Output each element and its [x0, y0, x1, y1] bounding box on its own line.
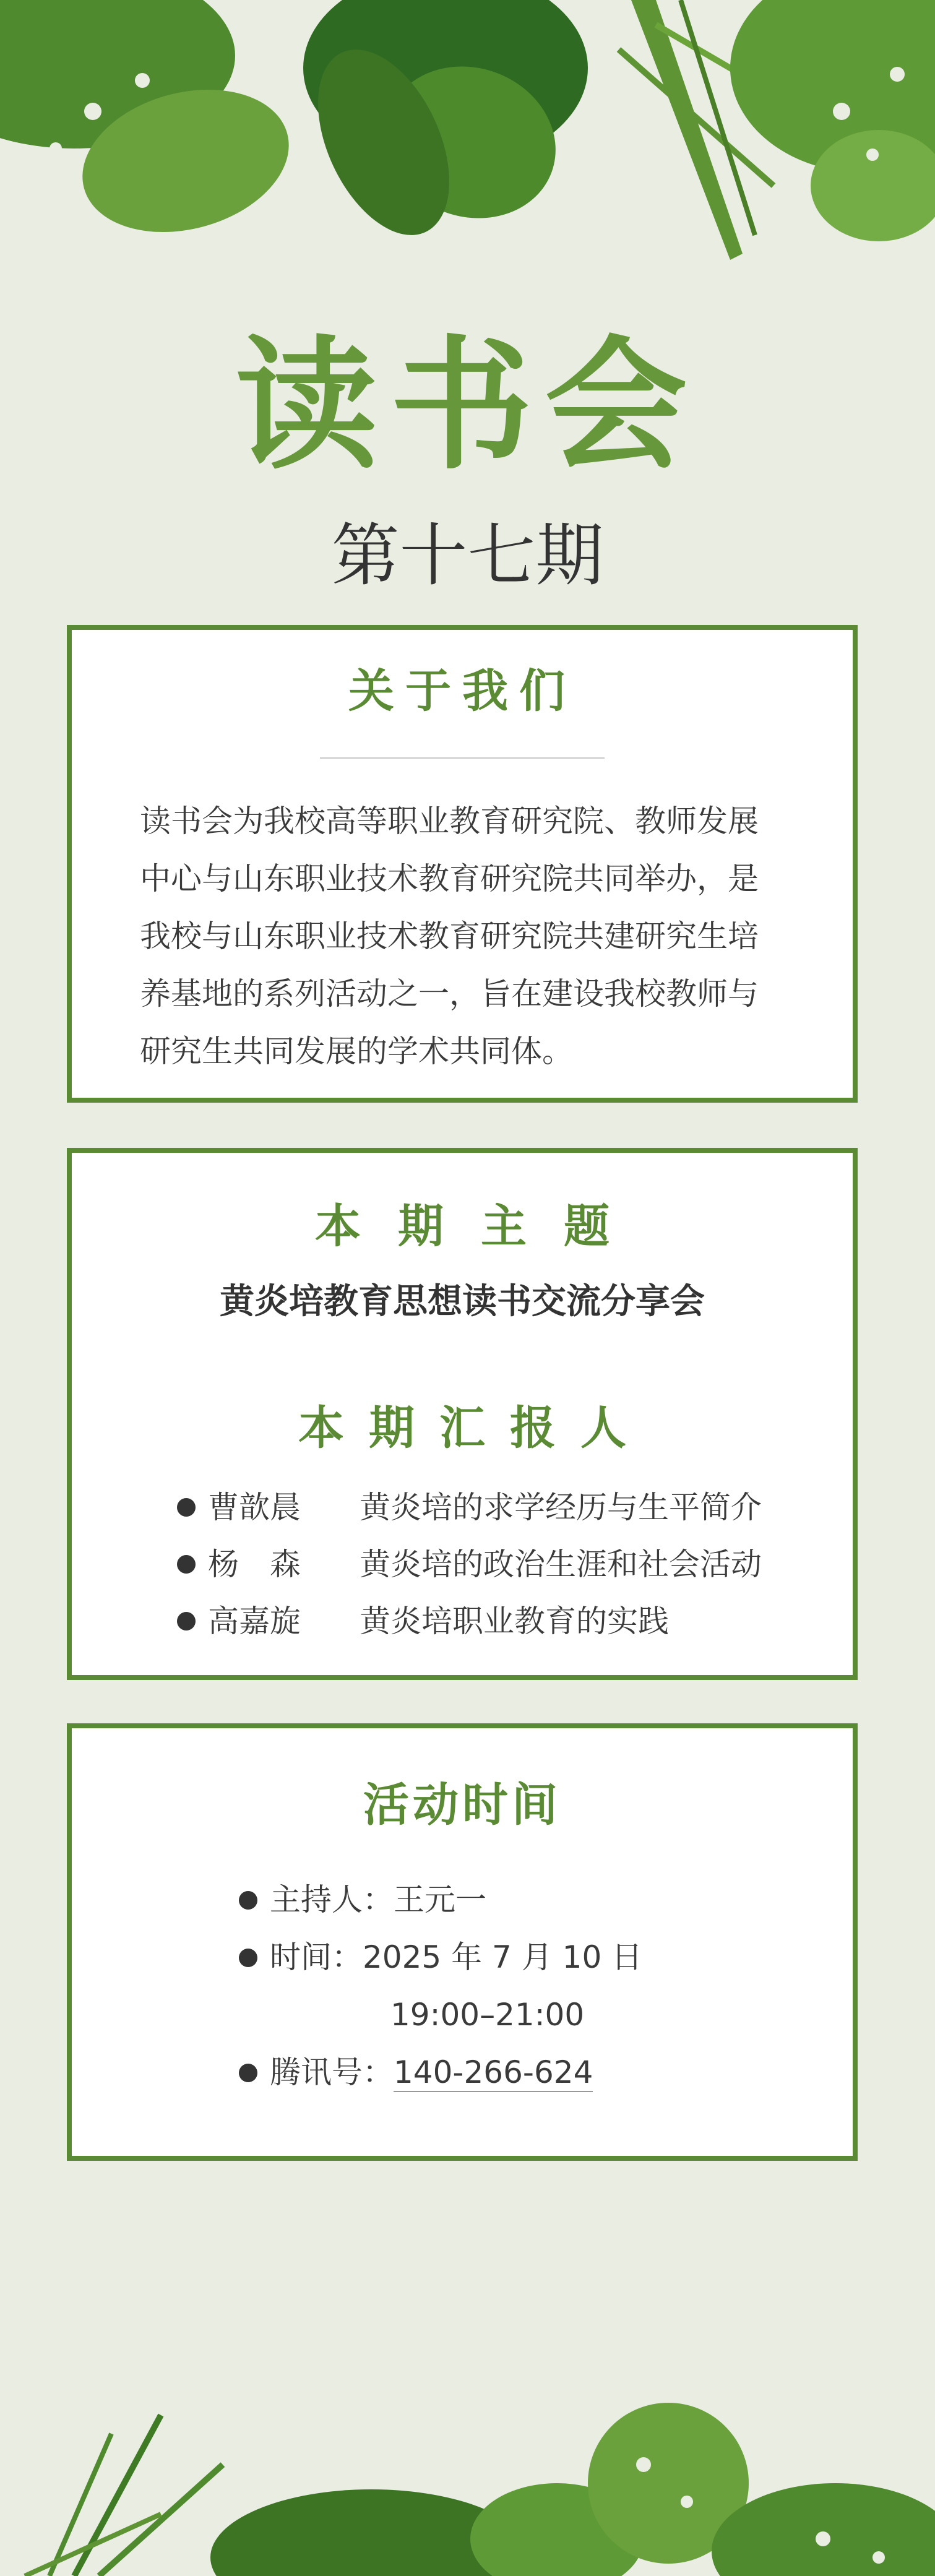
palm-frond-icon [25, 2415, 223, 2576]
theme-title: 黄炎培教育思想读书交流分享会 [220, 1281, 705, 1322]
list-item [177, 1536, 853, 1593]
list-item [177, 1593, 853, 1650]
tencent-label: 腾讯号： [270, 2054, 394, 2090]
list-item [177, 1479, 853, 1536]
page-title: 读书会 [235, 324, 700, 489]
schedule-card [67, 1723, 858, 2161]
bottom-leaf-decoration [0, 2390, 935, 2576]
bullet-dot-icon [177, 1555, 196, 1574]
tencent-number[interactable]: 140-266-624 [394, 2054, 593, 2092]
list-item [239, 1929, 853, 1986]
issue-number: 第十七期 [331, 516, 604, 595]
reporter-name: 杨 森 [208, 1546, 301, 1582]
list-item [239, 1871, 853, 1929]
reporter-topic: 黄炎培的政治生涯和社会活动 [360, 1546, 762, 1582]
bullet-dot-icon [239, 1891, 257, 1910]
about-card [67, 625, 858, 1103]
monstera-leaf-icon [291, 0, 588, 256]
reporter-name: 曹歆晨 [208, 1489, 301, 1525]
reporters-heading: 本期汇报人 [298, 1402, 651, 1455]
host-text: 主持人：王元一 [270, 1882, 486, 1918]
bullet-dot-icon [177, 1612, 196, 1630]
schedule-list [239, 1871, 853, 2101]
reporter-list [177, 1479, 853, 1650]
bullet-dot-icon [177, 1498, 196, 1517]
reporter-topic: 黄炎培职业教育的实践 [360, 1603, 669, 1639]
reporter-topic: 黄炎培的求学经历与生平简介 [360, 1489, 762, 1525]
theme-card [67, 1148, 858, 1680]
list-item [239, 1986, 853, 2044]
list-item [239, 2044, 853, 2101]
schedule-heading: 活动时间 [363, 1778, 561, 1832]
hours-text: 19:00–21:00 [390, 1997, 585, 2033]
bullet-dot-icon [239, 1949, 257, 1967]
theme-heading: 本期主题 [315, 1200, 647, 1253]
reporter-name: 高嘉旋 [208, 1603, 301, 1639]
monstera-leaf-icon [210, 2403, 935, 2576]
about-text: 读书会为我校高等职业教育研究院、教师发展中心与山东职业技术教育研究院共同举办，是我校与山东职业技术教育研究院共建研究生培养基地的系列活动之一，旨在建设我校教师与研究生共同发展的学术共同体。 [140, 803, 759, 1069]
monstera-leaf-icon [730, 0, 935, 241]
date-text: 时间：2025 年 7 月 10 日 [270, 1939, 643, 1975]
monstera-leaf-icon [0, 0, 305, 254]
bullet-dot-icon [239, 2064, 257, 2082]
top-leaf-decoration [0, 0, 935, 322]
about-heading: 关于我们 [348, 665, 576, 718]
divider [320, 757, 605, 759]
